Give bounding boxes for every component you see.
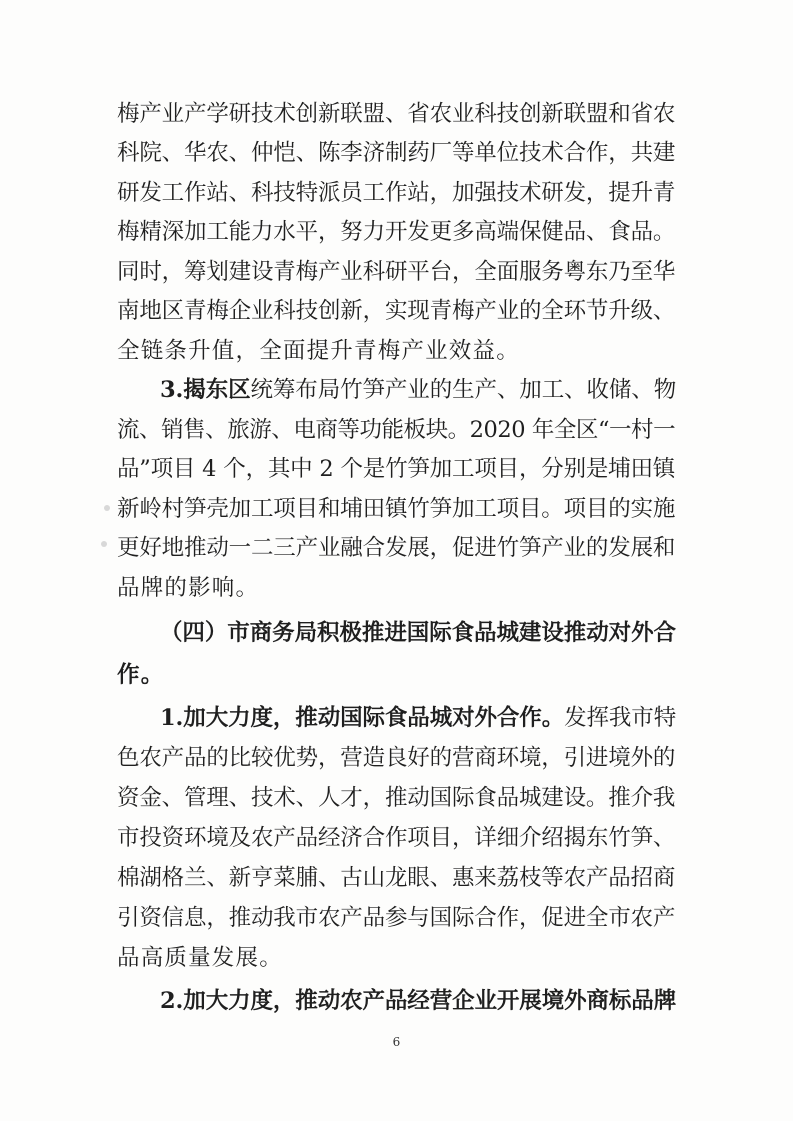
body-text-line: 品牌的影响。 — [117, 575, 260, 601]
body-text-run: 统筹布局竹笋产业的生产、加工、收储、物 — [250, 377, 677, 403]
body-text-line: 科院、华农、仲恺、陈李济制药厂等单位技术合作，共建 — [117, 140, 676, 166]
body-text-line: 更好地推动一二三产业融合发展，促进竹笋产业的发展和 — [117, 535, 676, 561]
item-number-lead: 3.揭东区 — [160, 377, 251, 403]
section-heading: （四）市商务局积极推进国际食品城建设推动对外合 — [160, 620, 676, 646]
body-text-line: 资金、管理、技术、人才，推动国际食品城建设。推介我 — [117, 785, 676, 811]
body-text-line: 品”项目 4 个，其中 2 个是竹笋加工项目，分别是埔田镇 — [117, 456, 676, 482]
paragraph-first-line — [160, 700, 677, 736]
item-heading-lead: 1.加大力度，推动国际食品城对外合作。 — [160, 705, 565, 731]
scan-speck — [104, 505, 110, 511]
body-text-line: 全链条升值，全面提升青梅产业效益。 — [117, 338, 520, 364]
paragraph-first-line — [160, 372, 677, 408]
body-text-line: 南地区青梅企业科技创新，实现青梅产业的全环节升级、 — [117, 298, 676, 324]
body-text-run: 发挥我市特 — [564, 705, 677, 731]
scan-speck — [101, 541, 107, 547]
body-text-line: 流、销售、旅游、电商等功能板块。2020 年全区“一村一 — [117, 417, 676, 443]
page-number: 6 — [392, 1035, 401, 1049]
body-text-line: 棉湖格兰、新亨菜脯、古山龙眼、惠来荔枝等农产品招商 — [117, 865, 676, 891]
body-text-line: 梅精深加工能力水平，努力开发更多高端保健品、食品。 — [117, 219, 676, 245]
body-text-line: 色农产品的比较优势，营造良好的营商环境，引进境外的 — [117, 745, 676, 771]
body-text-line: 同时，筹划建设青梅产业科研平台，全面服务粤东乃至华 — [117, 259, 676, 285]
body-text-line: 研发工作站、科技特派员工作站，加强技术研发，提升青 — [117, 180, 676, 206]
body-text-line: 梅产业产学研技术创新联盟、省农业科技创新联盟和省农 — [117, 101, 676, 127]
body-text-line: 引资信息，推动我市农产品参与国际合作，促进全市农产 — [117, 905, 676, 931]
body-text-line: 新岭村笋壳加工项目和埔田镇竹笋加工项目。项目的实施 — [117, 496, 676, 522]
section-heading-continuation: 作。 — [117, 662, 165, 688]
item-heading: 2.加大力度，推动农产品经营企业开展境外商标品牌 — [160, 988, 677, 1014]
body-text-line: 品高质量发展。 — [117, 945, 283, 971]
body-text-line: 市投资环境及农产品经济合作项目，详细介绍揭东竹笋、 — [117, 825, 676, 851]
